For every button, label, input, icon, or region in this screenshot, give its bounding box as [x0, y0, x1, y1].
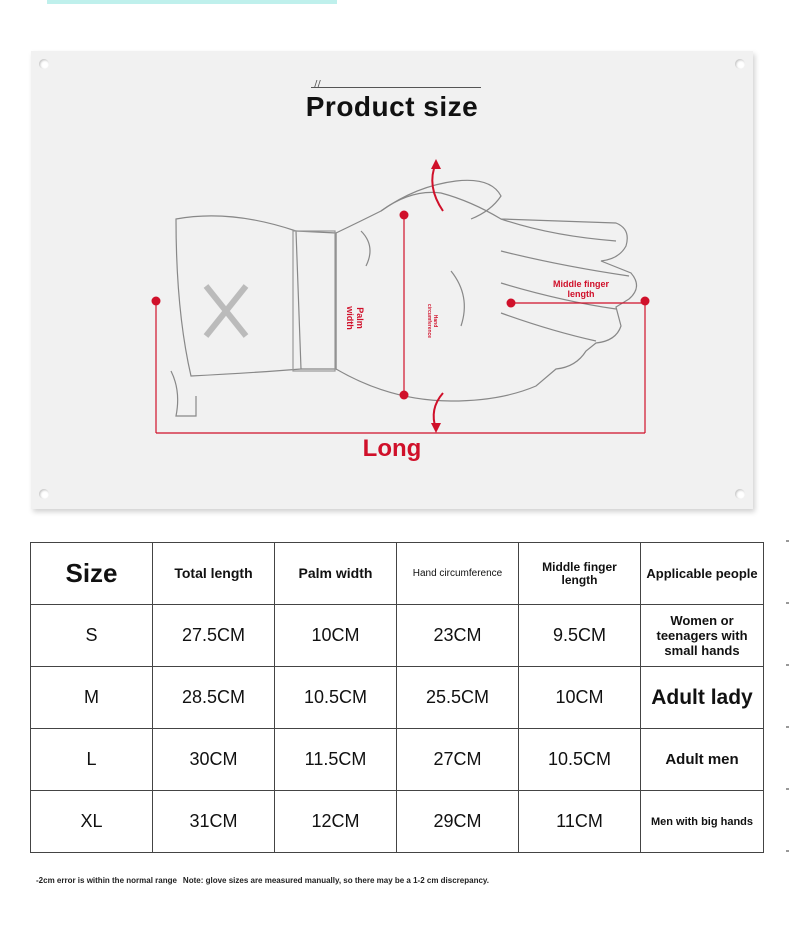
- size-cell: XL: [31, 791, 153, 853]
- header-size: Size: [31, 543, 153, 605]
- footnote-error-range: -2cm error is within the normal range: [36, 876, 177, 885]
- product-size-panel: [31, 51, 753, 509]
- applicable-people-cell: Adult lady: [641, 667, 764, 729]
- title-mark: //: [314, 79, 321, 90]
- panel-title: Product size: [305, 91, 479, 122]
- palm-width-cell: 10CM: [275, 605, 397, 667]
- palm-width-cell: 11.5CM: [275, 729, 397, 791]
- applicable-people-cell: Adult men: [641, 729, 764, 791]
- table-header-row: [31, 543, 764, 605]
- total-length-cell: 30CM: [153, 729, 275, 791]
- table-row: [31, 791, 764, 853]
- table-row: [31, 667, 764, 729]
- size-cell: S: [31, 605, 153, 667]
- hand-circumference-cell: 23CM: [397, 605, 519, 667]
- footnote: [36, 876, 489, 885]
- applicable-people-cell: Women or teenagers with small hands: [641, 605, 764, 667]
- palm-width-cell: 12CM: [275, 791, 397, 853]
- table-row: [31, 729, 764, 791]
- size-cell: L: [31, 729, 153, 791]
- hand-circumference-label: Hand circumference: [426, 303, 438, 339]
- long-label: Long: [362, 435, 422, 462]
- header-applicable-people: Applicable people: [641, 543, 764, 605]
- footnote-measurement-note: Note: glove sizes are measured manually, so there may be a 1-2 cm discrepancy.: [182, 876, 489, 885]
- hand-circumference-cell: 29CM: [397, 791, 519, 853]
- total-length-cell: 27.5CM: [153, 605, 275, 667]
- middle-finger-length-label: Middle finger length: [553, 279, 609, 299]
- header-palm-width: Palm width: [275, 543, 397, 605]
- header-middle-finger-length: Middle finger length: [519, 543, 641, 605]
- edge-tick-marks: [786, 540, 789, 860]
- top-accent-strip: [47, 0, 337, 4]
- hand-circumference-cell: 27CM: [397, 729, 519, 791]
- middle-finger-cell: 11CM: [519, 791, 641, 853]
- header-total-length: Total length: [153, 543, 275, 605]
- middle-finger-cell: 10CM: [519, 667, 641, 729]
- middle-finger-cell: 10.5CM: [519, 729, 641, 791]
- palm-width-label: Palm width: [345, 306, 365, 330]
- hand-circumference-cell: 25.5CM: [397, 667, 519, 729]
- total-length-cell: 28.5CM: [153, 667, 275, 729]
- palm-width-cell: 10.5CM: [275, 667, 397, 729]
- middle-finger-cell: 9.5CM: [519, 605, 641, 667]
- size-chart-table: [30, 542, 764, 853]
- size-cell: M: [31, 667, 153, 729]
- applicable-people-cell: Men with big hands: [641, 791, 764, 853]
- table-row: [31, 605, 764, 667]
- header-hand-circumference: Hand circumference: [397, 543, 519, 605]
- total-length-cell: 31CM: [153, 791, 275, 853]
